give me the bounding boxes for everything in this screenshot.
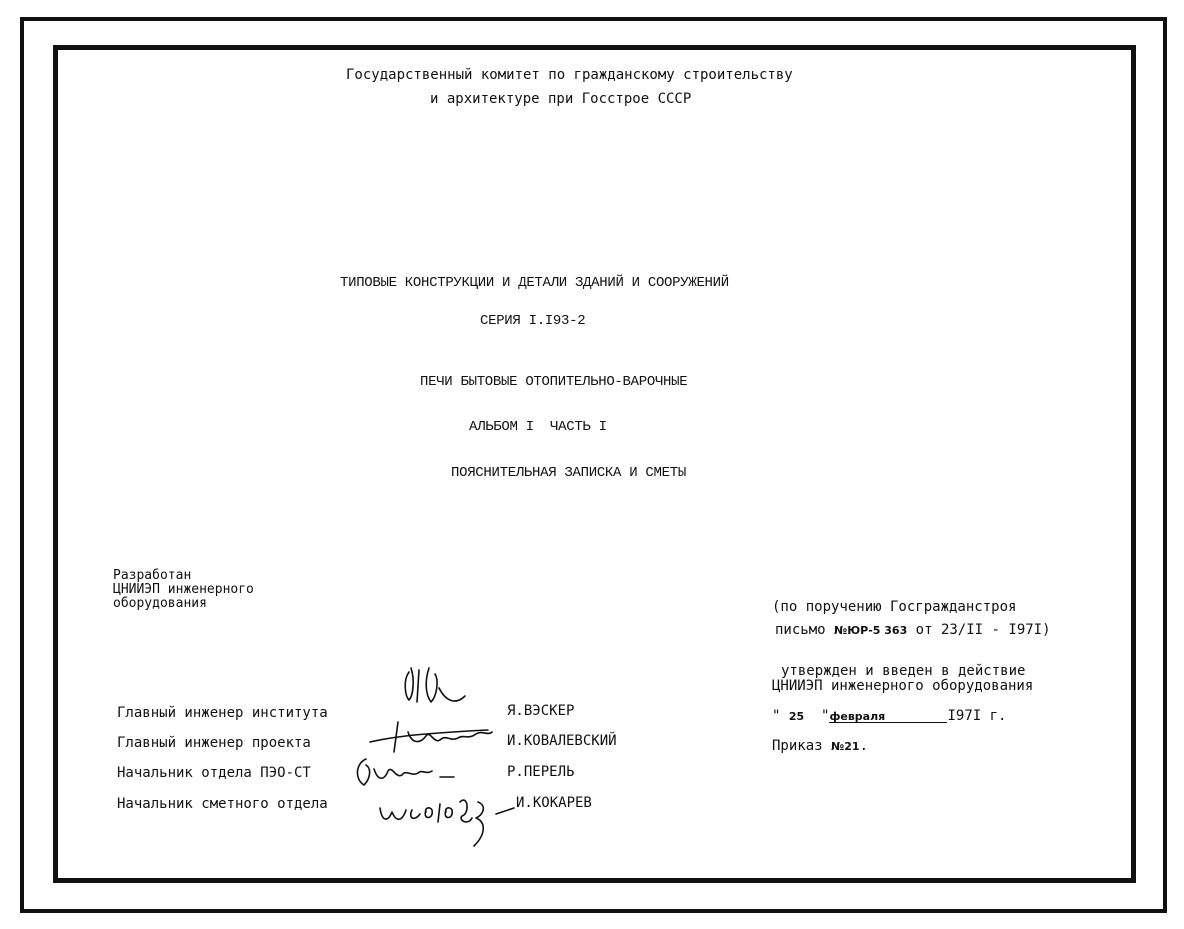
header-line-1: Государственный комитет по гражданскому строительству (346, 67, 793, 83)
signatory-name-1: Я.ВЭСКЕР (507, 703, 575, 719)
letter-suffix: - I97I) (983, 622, 1051, 638)
title-series: СЕРИЯ I.I93-2 (480, 313, 586, 329)
order-number: №21 (831, 740, 860, 753)
developer-line-1: Разработан (113, 568, 192, 583)
date-year: I97I г. (947, 708, 1007, 724)
date-open-quote: " (772, 708, 789, 724)
date-month: февраля (829, 711, 947, 723)
signatory-name-2: И.КОВАЛЕВСКИЙ (507, 733, 617, 749)
title-main: ТИПОВЫЕ КОНСТРУКЦИИ И ДЕТАЛИ ЗДАНИЙ И СООРУЖЕНИЙ (340, 275, 729, 291)
order-line (772, 739, 868, 753)
letter-prefix: письмо (775, 622, 835, 638)
signatory-name-4: И.КОКАРЕВ (516, 795, 592, 811)
inner-frame (53, 45, 1136, 883)
letter-mid: от (907, 622, 941, 638)
order-suffix: . (859, 738, 868, 754)
signature-4 (378, 788, 518, 850)
approved-line-2: ЦНИИЭП инженерного оборудования (772, 678, 1034, 694)
date-close-quote: " (804, 708, 830, 724)
letter-line (775, 623, 1051, 637)
title-album: АЛЬБОМ I ЧАСТЬ I (469, 419, 607, 435)
signature-1 (395, 660, 505, 720)
signature-2 (368, 718, 498, 758)
order-prefix: Приказ (772, 738, 832, 754)
header-line-2: и архитектуре при Госстрое СССР (430, 91, 692, 107)
title-contents: ПОЯСНИТЕЛЬНАЯ ЗАПИСКА И СМЕТЫ (451, 465, 686, 481)
commission-line: (по поручению Госгражданстроя (772, 599, 1017, 615)
signatory-name-3: Р.ПЕРЕЛЬ (507, 764, 575, 780)
developer-line-3: оборудования (113, 596, 207, 611)
title-subject: ПЕЧИ БЫТОВЫЕ ОТОПИТЕЛЬНО-ВАРОЧНЫЕ (420, 374, 688, 390)
developer-line-2: ЦНИИЭП инженерного (113, 582, 254, 597)
letter-number: №ЮР-5 363 (834, 624, 908, 637)
signatory-position-2: Главный инженер проекта (117, 735, 311, 751)
approved-line-1: утвержден и введен в действие (781, 663, 1026, 679)
signatory-position-4: Начальник сметного отдела (117, 796, 328, 812)
letter-date: 23/II (940, 622, 984, 638)
signatory-position-1: Главный инженер института (117, 705, 328, 721)
approval-date (772, 709, 1006, 723)
signatory-position-3: Начальник отдела ПЭО-СТ (117, 765, 311, 781)
date-day: 25 (788, 710, 805, 723)
